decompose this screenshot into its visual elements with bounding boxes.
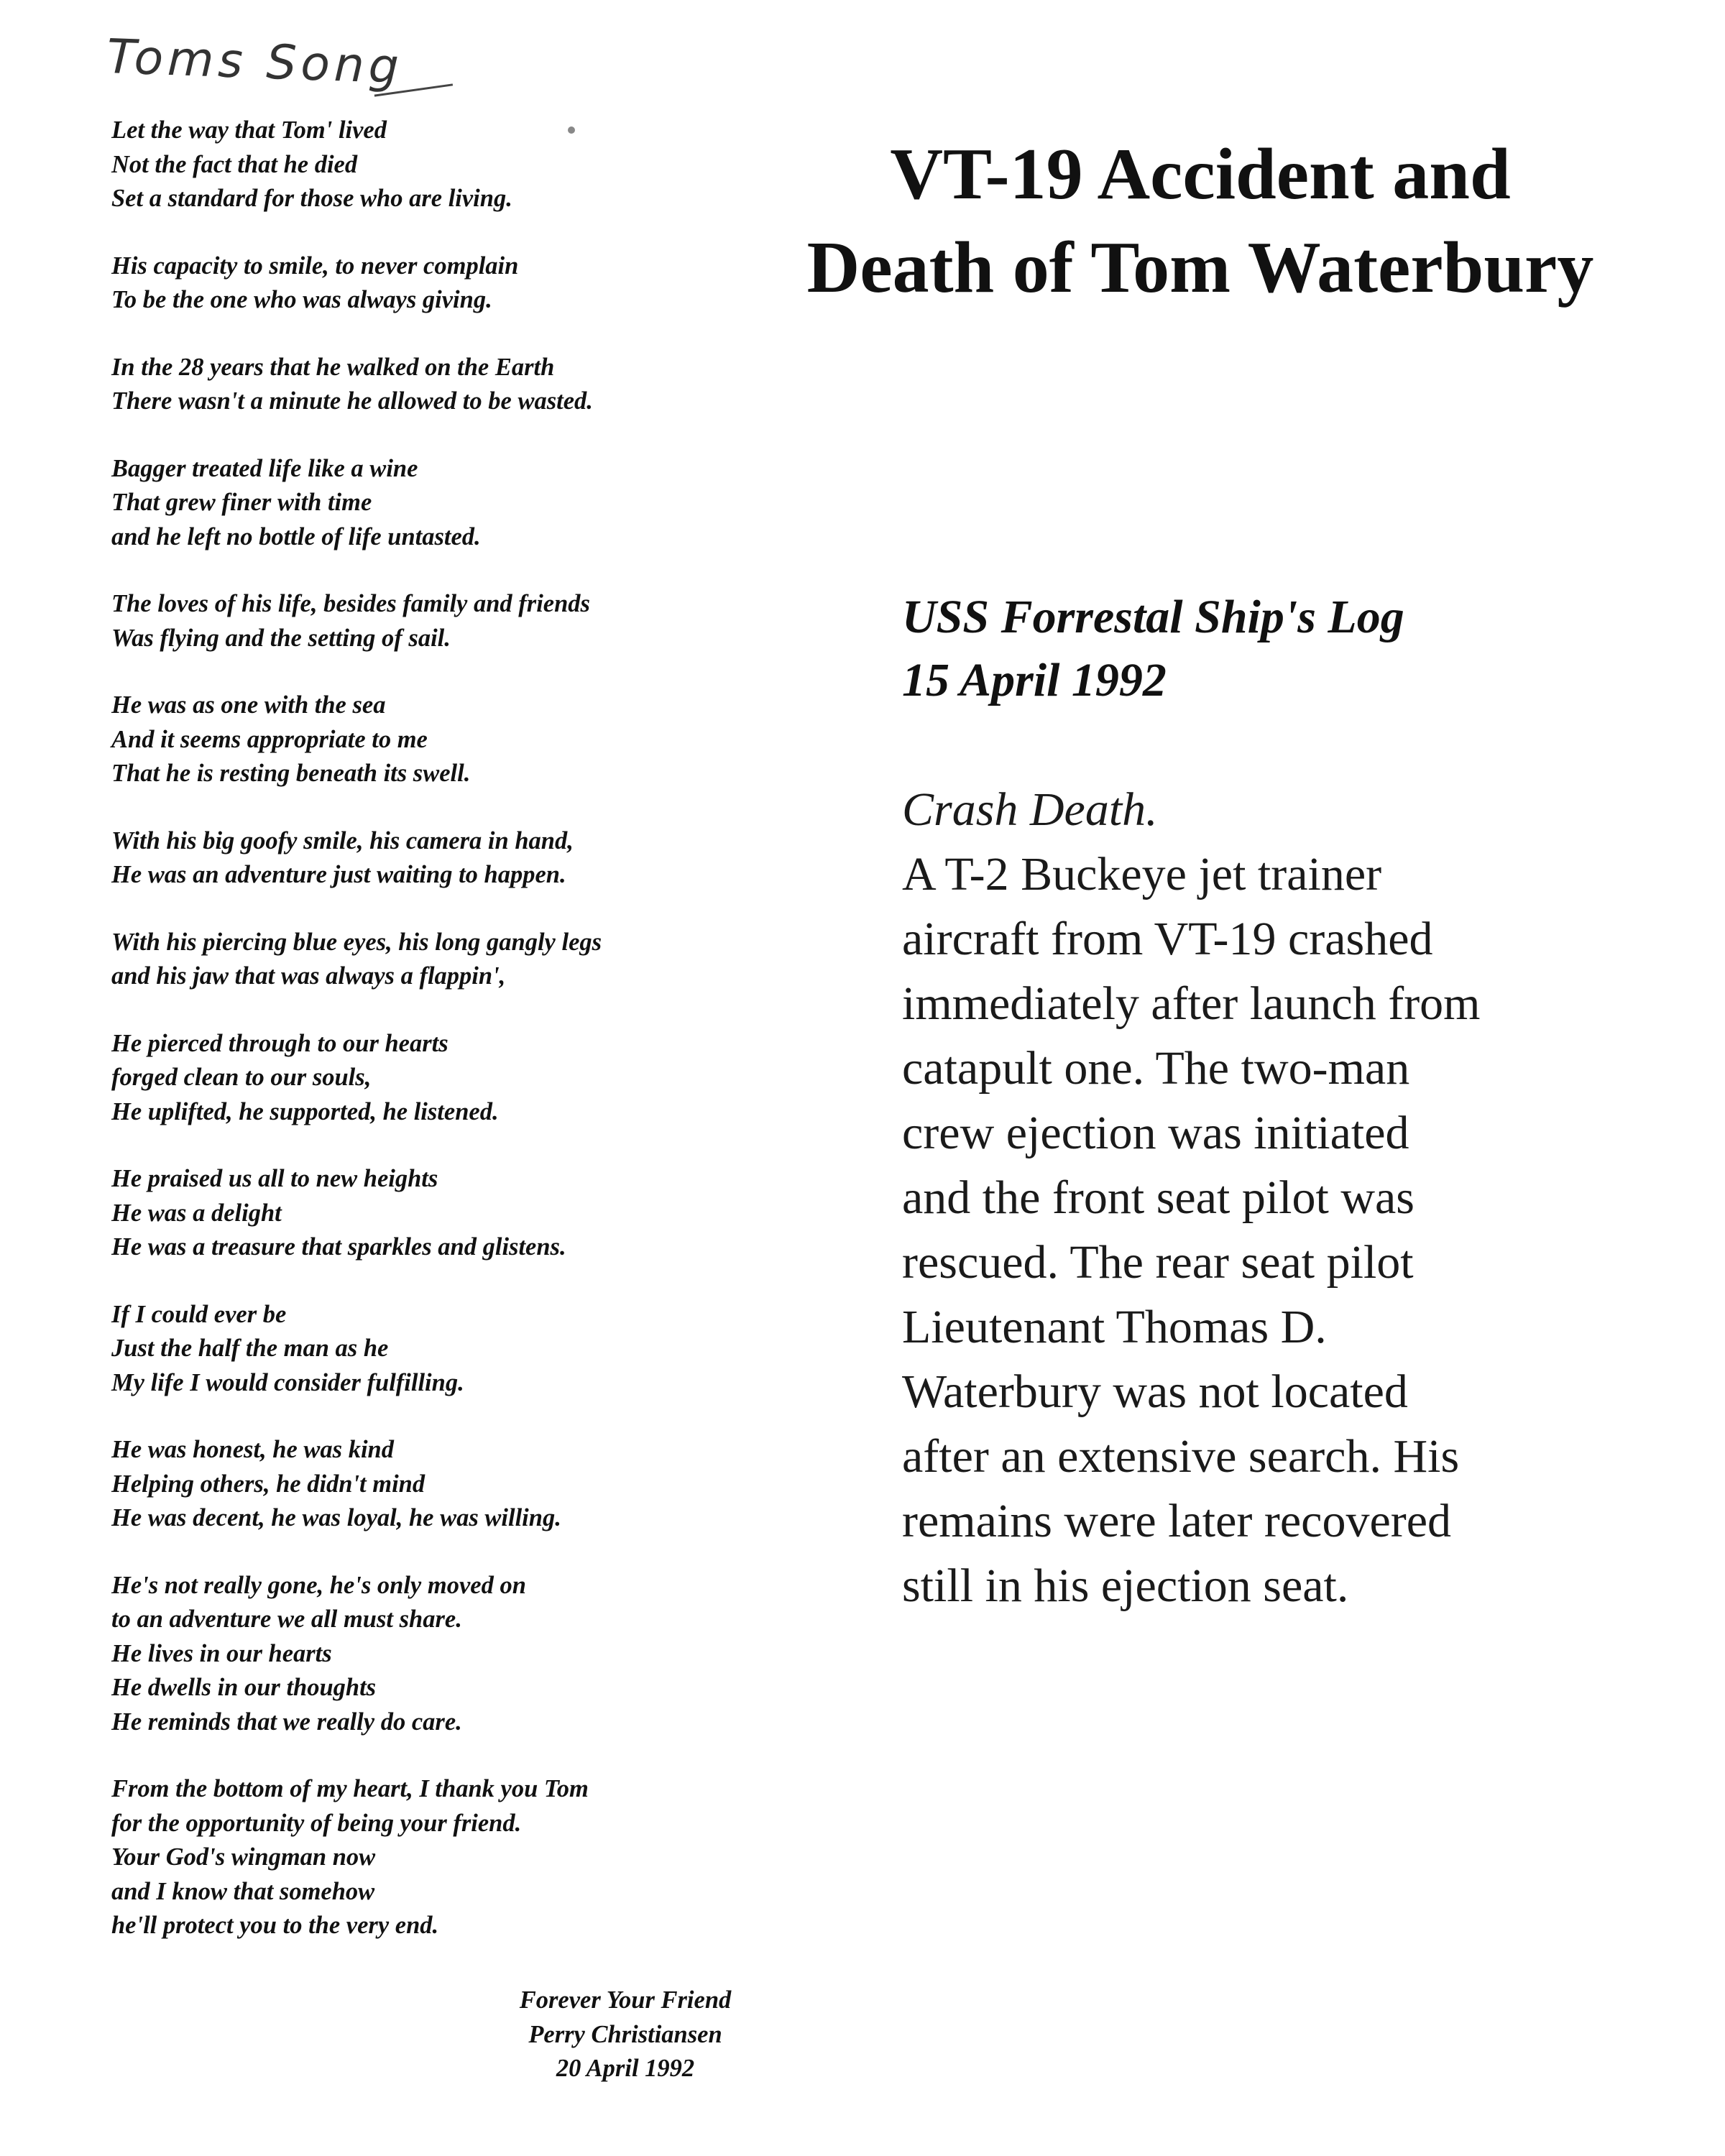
poem-line: Set a standard for those who are living.: [111, 185, 512, 212]
poem-line: He reminds that we really do care.: [111, 1708, 462, 1736]
signoff-line: Forever Your Friend: [519, 1986, 732, 2014]
poem-line: He's not really gone, he's only moved on: [111, 1571, 526, 1599]
signoff-date: 20 April 1992: [556, 2055, 695, 2082]
poem-line: He lives in our hearts: [111, 1639, 332, 1667]
poem-line: With his piercing blue eyes, his long gangly legs: [111, 928, 602, 956]
log-body-line: immediately after launch from: [902, 977, 1481, 1030]
poem-stanza: [111, 1027, 744, 1130]
log-body-line: Waterbury was not located: [902, 1365, 1408, 1418]
poem-line: forged clean to our souls,: [111, 1064, 372, 1091]
poem-line: He praised us all to new heights: [111, 1165, 438, 1192]
log-body-line: rescued. The rear seat pilot: [902, 1236, 1414, 1289]
poem-line: The loves of his life, besides family and friends: [111, 590, 590, 617]
poem-stanza: [111, 1772, 744, 1943]
poem-line: With his big goofy smile, his camera in hand,: [111, 826, 574, 854]
log-heading-source: USS Forrestal Ship's Log: [902, 591, 1404, 643]
handwritten-note: Toms Song: [106, 29, 404, 95]
log-body-line: still in his ejection seat.: [902, 1560, 1349, 1612]
poem-line: He dwells in our thoughts: [111, 1674, 377, 1701]
poem-line: he'll protect you to the very end.: [111, 1912, 439, 1939]
poem-line: There wasn't a minute he allowed to be wasted.: [111, 387, 593, 415]
poem-line: That he is resting beneath its swell.: [111, 760, 471, 787]
poem-line: to an adventure we all must share.: [111, 1606, 462, 1633]
poem-line: To be the one who was always giving.: [111, 286, 492, 313]
poem-line: Helping others, he didn't mind: [111, 1470, 426, 1498]
poem-line: He was a treasure that sparkles and glistens.: [111, 1233, 566, 1261]
title-line: VT-19 Accident and: [890, 134, 1511, 215]
log-body-line: catapult one. The two-man: [902, 1042, 1410, 1095]
poem-line: Just the half the man as he: [111, 1335, 389, 1362]
poem-stanza: [111, 1569, 744, 1740]
poem-line: His capacity to smile, to never complain: [111, 252, 519, 280]
poem-line: If I could ever be: [111, 1300, 287, 1328]
poem-line: He was an adventure just waiting to happen.: [111, 861, 566, 888]
poem-stanza: [111, 688, 744, 791]
poem-line: and his jaw that was always a flappin',: [111, 962, 506, 990]
poem-line: He was honest, he was kind: [111, 1436, 394, 1463]
log-heading-date: 15 April 1992: [902, 654, 1167, 706]
poem-line: Not the fact that he died: [111, 150, 358, 178]
poem: [111, 114, 744, 1976]
title-line: Death of Tom Waterbury: [806, 227, 1594, 308]
poem-line: That grew finer with time: [111, 489, 372, 516]
poem-line: and I know that somehow: [111, 1877, 375, 1905]
poem-stanza: [111, 587, 744, 655]
poem-line: Was flying and the setting of sail.: [111, 624, 451, 652]
poem-line: and he left no bottle of life untasted.: [111, 522, 481, 550]
poem-line: He was decent, he was loyal, he was willing.: [111, 1504, 561, 1531]
log-subheading: Crash Death.: [902, 783, 1158, 836]
poem-line: for the opportunity of being your friend.: [111, 1809, 522, 1837]
log-body: [902, 778, 1650, 1618]
poem-stanza: [111, 452, 744, 555]
page-title: [733, 128, 1668, 315]
poem-stanza: [111, 1433, 744, 1536]
log-body-line: A T-2 Buckeye jet trainer: [902, 848, 1382, 900]
log-body-line: crew ejection was initiated: [902, 1107, 1409, 1159]
poem-line: He was as one with the sea: [111, 691, 386, 719]
signoff-author: Perry Christiansen: [528, 2020, 722, 2048]
poem-stanza: [111, 926, 744, 994]
log-heading: [902, 586, 1621, 712]
poem-stanza: [111, 351, 744, 419]
poem-line: Let the way that Tom' lived: [111, 116, 387, 144]
log-body-line: Lieutenant Thomas D.: [902, 1301, 1327, 1353]
poem-stanza: [111, 1298, 744, 1401]
poem-line: Your God's wingman now: [111, 1843, 376, 1871]
poem-stanza: [111, 249, 744, 318]
poem-line: He was a delight: [111, 1199, 282, 1227]
poem-line: Bagger treated life like a wine: [111, 454, 418, 482]
poem-line: In the 28 years that he walked on the Earth: [111, 353, 555, 381]
poem-line: He pierced through to our hearts: [111, 1029, 448, 1057]
poem-line: From the bottom of my heart, I thank you Tom: [111, 1775, 589, 1802]
poem-stanza: [111, 114, 744, 216]
log-body-line: after an extensive search. His: [902, 1430, 1460, 1483]
poem-line: And it seems appropriate to me: [111, 725, 428, 753]
log-body-line: remains were later recovered: [902, 1495, 1452, 1547]
log-body-line: aircraft from VT-19 crashed: [902, 913, 1433, 965]
poem-line: He uplifted, he supported, he listened.: [111, 1097, 499, 1125]
poem-signoff: [402, 1984, 848, 2086]
log-body-line: and the front seat pilot was: [902, 1171, 1414, 1224]
poem-line: My life I would consider fulfilling.: [111, 1368, 464, 1396]
poem-stanza: [111, 1162, 744, 1265]
poem-stanza: [111, 824, 744, 893]
